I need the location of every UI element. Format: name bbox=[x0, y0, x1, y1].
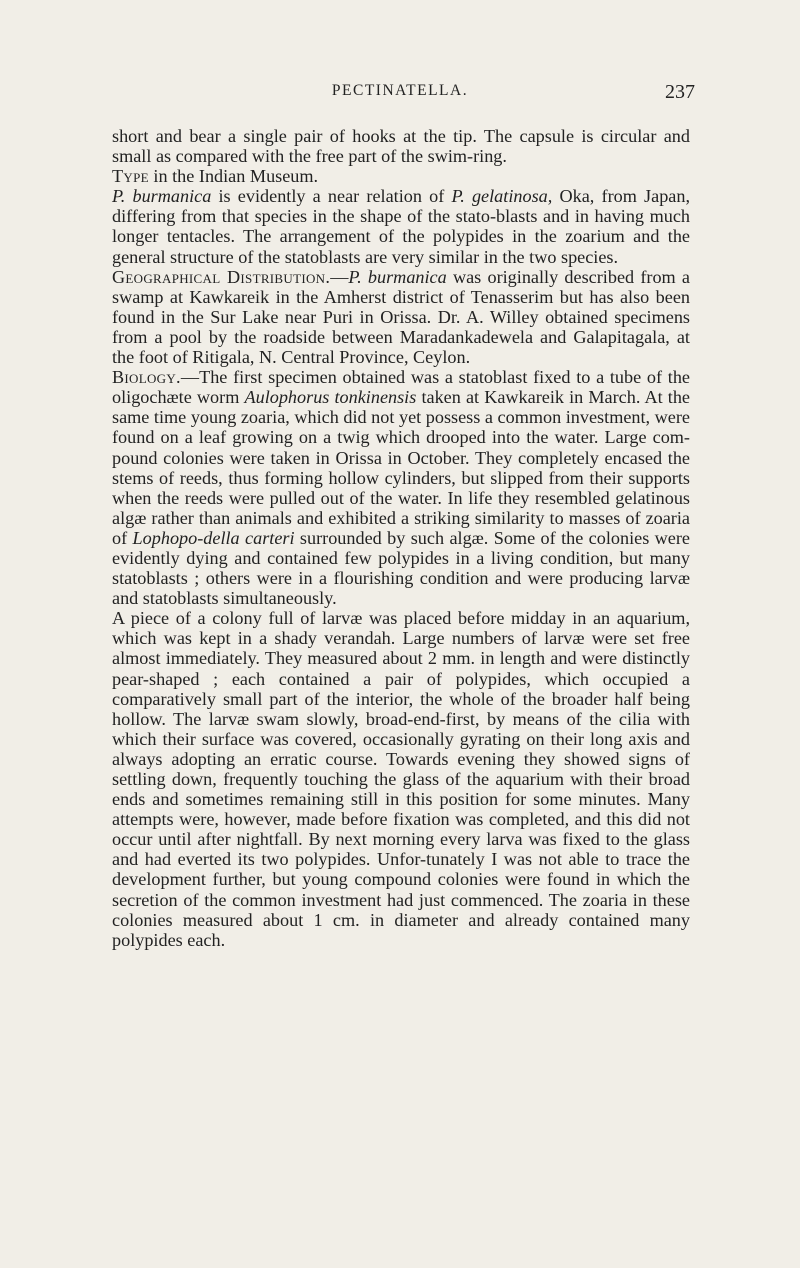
text-run: A piece of a colony full of larvæ was placed before midday in an aquarium, which was kept in a shady verandah. Large numbers of larvæ were set free almost immediately. They measured about 2 mm. in length and were distinctly pear-shaped ; each contained a pair of polypides, which occupied a comparatively small part of the interior, the whole of the broader half being hollow. The larvæ swam slowly, broad-end-first, by means of the cilia with which their surface was covered, occasionally gyrating on their long axis and always adopting an erratic course. Towards evening they showed signs of settling down, frequently touching the glass of the aquarium with their broad ends and sometimes remaining still in this position for some minutes. Many attempts were, however, made before fixation was completed, and this did not occur until after nightfall. By next morning every larva was fixed to the glass and had everted its two polypides. Unfor-tunately I was not able to trace the development further, but young compound colonies were found in which the secretion of the common investment had just commenced. The zoaria in these colonies measured about 1 cm. in diameter and already contained many polypides each. bbox=[112, 608, 690, 950]
text-run: surrounded by such algæ. Some of the colonies were evidently dying and contained few polypides in a living condition, but many statoblasts ; others were in a flourishing condition and were producing larvæ and statoblasts simultaneously. bbox=[112, 527, 691, 609]
text-run: in the Indian Museum. bbox=[148, 166, 319, 187]
section-heading: Type bbox=[112, 166, 149, 187]
text-run: Oka, from Japan, differing from that species in the shape of the stato-blasts and in having much longer tentacles. The arrangement of the polypides in the zoarium and the general structure of the statoblasts are very similar in the two species. bbox=[112, 186, 690, 267]
page-number: 237 bbox=[665, 81, 695, 103]
section-heading: Geographical Distribution. bbox=[112, 266, 331, 287]
body-text bbox=[112, 126, 690, 950]
section-heading: Biology. bbox=[112, 367, 181, 388]
paragraph bbox=[112, 186, 690, 266]
paragraph bbox=[112, 608, 690, 950]
text-run: —The first specimen obtained was a statoblast fixed to a tube of the oligochæte worm bbox=[112, 367, 690, 408]
page-header bbox=[0, 82, 800, 106]
text-run: was originally described from a swamp at Kawkareik in the Amherst district of Tenasserim but has also been found in the Sur Lake near Puri in Orissa. Dr. A. Willey obtained specimens from a pool by the roadside between Maradankadewela and Galapitagala, at the foot of Ritigala, N. Central Province, Ceylon. bbox=[112, 266, 690, 368]
paragraph bbox=[112, 267, 690, 367]
text-run: taken at Kawkareik in March. At the same time young zoaria, which did not yet possess a common investment, were found on a leaf growing on a twig which drooped into the water. Large com-pound colonies were taken in Orissa in October. They completely encased the stems of reeds, thus forming hollow cylinders, but slipped from their supports when the reeds were pulled out of the water. In life they resembled gelatinous algæ rather than animals and exhibited a striking similarity to masses of zoaria of bbox=[112, 387, 691, 548]
italic-text: P. burmanica bbox=[112, 186, 212, 207]
text-run: is evidently a near relation of bbox=[211, 186, 452, 207]
text-run: short and bear a single pair of hooks at the tip. The capsule is circular and small as compared with the free part of the swim-ring. bbox=[112, 126, 690, 167]
italic-text: Lophopo-della carteri bbox=[132, 527, 295, 548]
italic-text: P. gelatinosa, bbox=[451, 186, 553, 207]
paragraph bbox=[112, 367, 690, 608]
text-run: — bbox=[330, 266, 349, 287]
italic-text: Aulophorus tonkinensis bbox=[244, 387, 417, 408]
paragraph bbox=[112, 166, 690, 186]
paragraph bbox=[112, 126, 690, 166]
running-head: PECTINATELLA. bbox=[331, 82, 469, 99]
italic-text: P. burmanica bbox=[348, 266, 447, 287]
